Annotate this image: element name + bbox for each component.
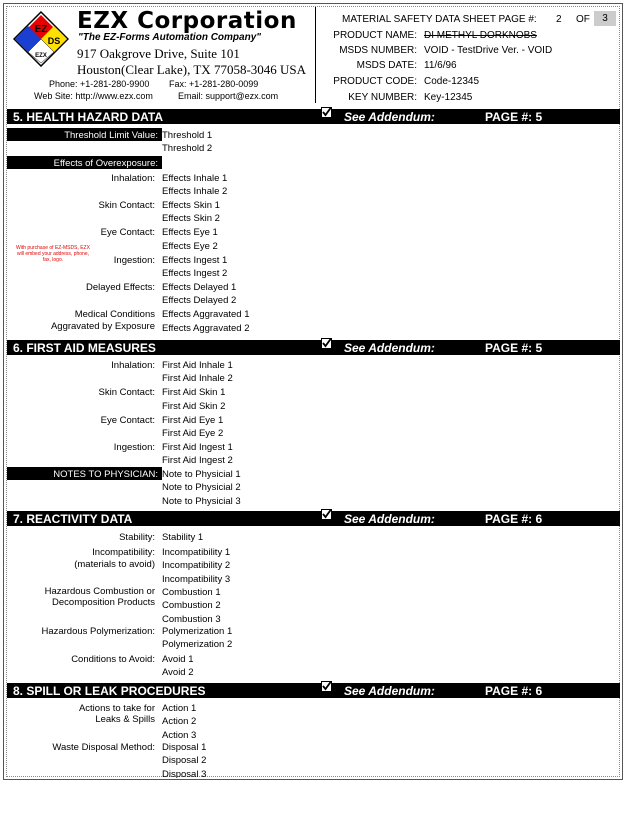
row-value: First Aid Eye 2 [162, 428, 224, 439]
polymerization-value: Polymerization 2 [162, 639, 233, 650]
polymerization-label: Hazardous Polymerization: [41, 626, 155, 637]
action-value: Action 1 [162, 703, 197, 714]
threshold-value-1: Threshold 1 [162, 130, 213, 141]
section-8-page: PAGE #: 6 [485, 684, 543, 698]
row-value: Effects Skin 2 [162, 213, 220, 224]
row-value: Effects Eye 2 [162, 241, 218, 252]
page-label: MATERIAL SAFETY DATA SHEET PAGE #: [342, 14, 537, 25]
note-value: Note to Physicial 1 [162, 469, 241, 480]
product-name: DI METHYL DORKNOBS [424, 30, 537, 41]
row-value: First Aid Ingest 2 [162, 455, 233, 466]
disposal-value: Disposal 1 [162, 742, 207, 753]
incompatibility-label-2: (materials to avoid) [74, 559, 155, 570]
checkbox-checked-icon[interactable] [321, 509, 332, 520]
row-value: First Aid Eye 1 [162, 415, 224, 426]
section-5-addendum: See Addendum: [344, 110, 435, 124]
row-value: Effects Skin 1 [162, 200, 220, 211]
row-value: Effects Ingest 1 [162, 255, 228, 266]
row-value: Effects Eye 1 [162, 227, 218, 238]
avoid-label: Conditions to Avoid: [71, 654, 155, 665]
section-7-page: PAGE #: 6 [485, 512, 543, 526]
section-5-title: 5. HEALTH HAZARD DATA [13, 110, 163, 124]
disposal-value: Disposal 2 [162, 755, 207, 766]
row-value: Effects Delayed 1 [162, 282, 237, 293]
section-6-header [7, 340, 620, 355]
row-value: First Aid Inhale 1 [162, 360, 233, 371]
section-7-header [7, 511, 620, 526]
row-label: Aggravated by Exposure [50, 321, 155, 332]
section-5-header [7, 109, 620, 124]
product-code: Code-12345 [424, 76, 480, 87]
website: Web Site: http://www.ezx.com [34, 91, 153, 101]
row-value: First Aid Skin 1 [162, 387, 226, 398]
combustion-value: Combustion 1 [162, 587, 221, 598]
section-8-addendum: See Addendum: [344, 684, 435, 698]
note-value: Note to Physicial 2 [162, 482, 241, 493]
key-number: Key-12345 [424, 92, 473, 103]
product-code-label: PRODUCT CODE: [333, 76, 417, 87]
row-label: Inhalation: [111, 173, 155, 184]
key-number-label: KEY NUMBER: [348, 92, 417, 103]
disposal-label: Waste Disposal Method: [52, 742, 155, 753]
actions-label-2: Leaks & Spills [95, 714, 155, 725]
section-6-title: 6. FIRST AID MEASURES [13, 341, 156, 355]
product-name-label: PRODUCT NAME: [333, 30, 417, 41]
note-value: Note to Physicial 3 [162, 496, 241, 507]
notes-physician-label: NOTES TO PHYSICIAN: [7, 467, 162, 480]
actions-label: Actions to take for [78, 703, 155, 714]
row-value: Effects Inhale 2 [162, 186, 228, 197]
email: Email: support@ezx.com [178, 91, 279, 101]
incompatibility-value: Incompatibility 3 [162, 574, 231, 585]
checkbox-checked-icon[interactable] [321, 107, 332, 118]
row-label: Skin Contact: [98, 200, 155, 211]
section-6-addendum: See Addendum: [344, 341, 435, 355]
checkbox-checked-icon[interactable] [321, 681, 332, 692]
company-tagline: "The EZ-Forms Automation Company" [78, 32, 262, 43]
row-label: Skin Contact: [98, 387, 155, 398]
combustion-value: Combustion 2 [162, 600, 221, 611]
row-label: Ingestion: [113, 255, 155, 266]
logo-text-right: DS [47, 36, 61, 46]
msds-number-label: MSDS NUMBER: [339, 45, 417, 56]
embed-note: With purchase of EZ-MSDS, EZX will embed your address, phone, fax, logo. [16, 245, 90, 263]
row-value: First Aid Ingest 1 [162, 442, 233, 453]
row-label: Ingestion: [113, 442, 155, 453]
row-label: Inhalation: [111, 360, 155, 371]
row-value: Effects Aggravated 2 [162, 323, 250, 334]
row-value: First Aid Inhale 2 [162, 373, 233, 384]
section-7-title: 7. REACTIVITY DATA [13, 512, 133, 526]
action-value: Action 2 [162, 716, 197, 727]
logo-text-top: EZ [34, 24, 48, 35]
page-number: 2 [556, 14, 562, 25]
address-line-1: 917 Oakgrove Drive, Suite 101 [77, 46, 240, 61]
row-label: Eye Contact: [100, 415, 155, 426]
threshold-value-2: Threshold 2 [162, 143, 213, 154]
row-value: Effects Aggravated 1 [162, 309, 250, 320]
section-6-page: PAGE #: 5 [485, 341, 543, 355]
msds-date-label: MSDS DATE: [356, 60, 417, 71]
row-value: Effects Delayed 2 [162, 295, 237, 306]
address-line-2: Houston(Clear Lake), TX 77058-3046 USA [77, 62, 307, 77]
section-7-addendum: See Addendum: [344, 512, 435, 526]
phone: Phone: +1-281-280-9900 [49, 79, 150, 89]
row-label: Medical Conditions [74, 309, 155, 320]
overexposure-label: Effects of Overexposure: [7, 156, 162, 169]
combustion-label-2: Decomposition Products [52, 597, 155, 608]
combustion-label: Hazardous Combustion or [44, 586, 155, 597]
incompatibility-label: Incompatibility: [92, 547, 155, 558]
row-value: Effects Ingest 2 [162, 268, 228, 279]
company-name: EZX Corporation [77, 8, 297, 34]
of-label: OF [576, 14, 590, 25]
fax: Fax: +1-281-280-0099 [169, 79, 259, 89]
stability-value: Stability 1 [162, 532, 204, 543]
checkbox-checked-icon[interactable] [321, 338, 332, 349]
section-8-title: 8. SPILL OR LEAK PROCEDURES [13, 684, 206, 698]
incompatibility-value: Incompatibility 2 [162, 560, 231, 571]
combustion-value: Combustion 3 [162, 614, 221, 625]
incompatibility-value: Incompatibility 1 [162, 547, 231, 558]
polymerization-value: Polymerization 1 [162, 626, 233, 637]
row-value: Effects Inhale 1 [162, 173, 228, 184]
company-logo [13, 11, 69, 67]
row-label: Delayed Effects: [85, 282, 155, 293]
disposal-value: Disposal 3 [162, 769, 207, 778]
section-8-header [7, 683, 620, 698]
section-5-page: PAGE #: 5 [485, 110, 543, 124]
stability-label: Stability: [119, 532, 155, 543]
action-value: Action 3 [162, 730, 197, 741]
logo-text-bottom: EZX [35, 53, 47, 59]
page-total-field[interactable]: 3 [594, 11, 616, 26]
msds-date: 11/6/96 [424, 60, 457, 71]
row-value: First Aid Skin 2 [162, 401, 226, 412]
avoid-value: Avoid 1 [162, 654, 194, 665]
avoid-value: Avoid 2 [162, 667, 194, 678]
msds-number: VOID - TestDrive Ver. - VOID [424, 45, 553, 56]
row-label: Eye Contact: [100, 227, 155, 238]
threshold-label: Threshold Limit Value: [7, 128, 162, 141]
